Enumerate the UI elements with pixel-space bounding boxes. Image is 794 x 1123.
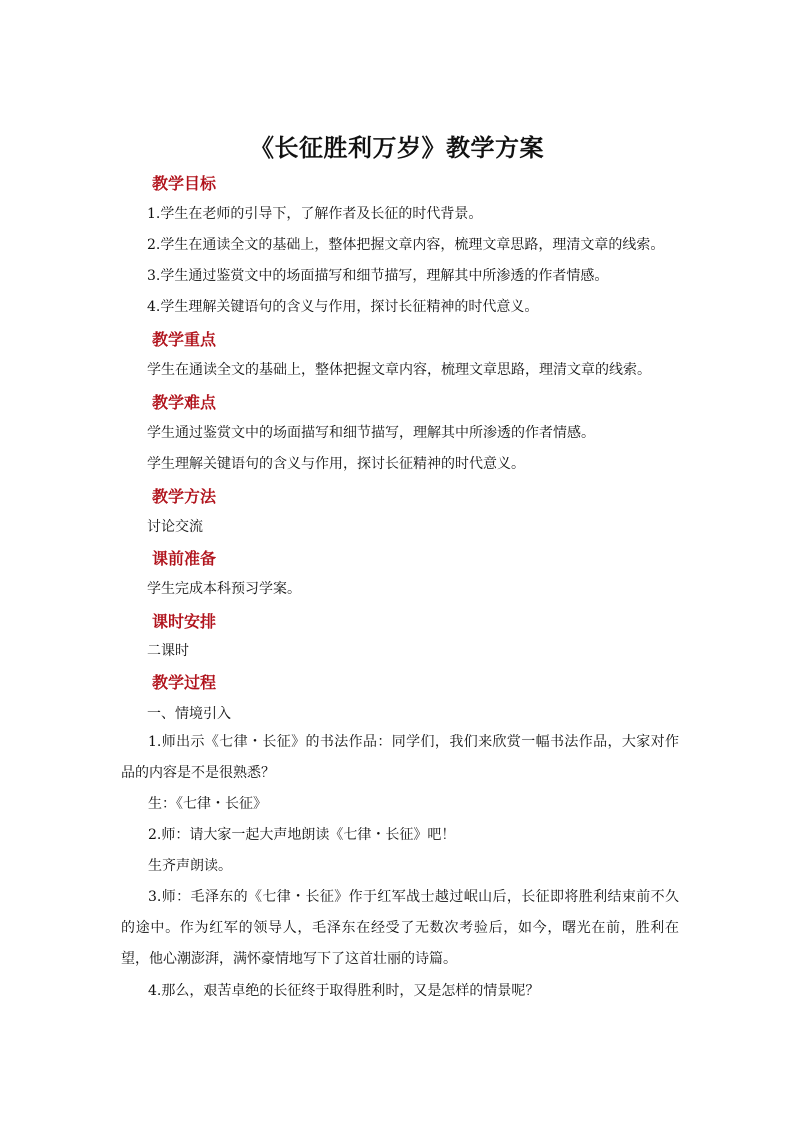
objective-item-3: 3.学生通过鉴赏文中的场面描写和细节描写，理解其中所渗透的作者情感。 [147,268,609,284]
key-point-item-1: 学生在通读全文的基础上，整体把握文章内容，梳理文章思路，理清文章的线索。 [147,362,651,378]
process-paragraph-2: 生：《七律・长征》 [148,796,267,812]
objective-item-2: 2.学生在通读全文的基础上，整体把握文章内容，梳理文章思路，理清文章的线索。 [147,237,665,253]
heading-schedule: 课时安排 [152,612,217,631]
process-subheading: 一、情境引入 [147,706,231,722]
heading-process: 教学过程 [152,673,217,692]
process-paragraph-1: 1.师出示《七律・长征》的书法作品：同学们，我们来欣赏一幅书法作品，大家对作品的内容是不是很熟悉？ [121,734,679,781]
schedule-text: 二课时 [147,643,189,659]
difficulty-item-2: 学生理解关键语句的含义与作用，探讨长征精神的时代意义。 [147,456,525,472]
preparation-text: 学生完成本科预习学案。 [147,581,301,597]
objective-item-4: 4.学生理解关键语句的含义与作用，探讨长征精神的时代意义。 [147,299,539,315]
process-paragraph-6: 4.那么，艰苦卓绝的长征终于取得胜利时，又是怎样的情景呢？ [148,983,540,999]
process-paragraph-5: 3.师：毛泽东的《七律・长征》作于红军战士越过岷山后，长征即将胜利结束前不久的途中。作为红军的领导人，毛泽东在经受了无数次考验后，如今，曙光在前，胜利在望，他心潮澎湃，满怀豪情地写下了这首壮丽的诗篇。 [121,889,679,967]
objective-item-1: 1.学生在老师的引导下，了解作者及长征的时代背景。 [147,206,483,222]
heading-methods: 教学方法 [152,487,217,506]
heading-preparation: 课前准备 [152,549,217,568]
process-paragraph-4: 生齐声朗读。 [148,858,232,874]
methods-text: 讨论交流 [147,519,203,535]
heading-key-points: 教学重点 [152,330,217,349]
heading-objectives: 教学目标 [152,174,217,193]
process-paragraph-3: 2.师：请大家一起大声地朗读《七律・长征》吧！ [148,827,456,843]
difficulty-item-1: 学生通过鉴赏文中的场面描写和细节描写，理解其中所渗透的作者情感。 [147,425,595,441]
heading-difficulties: 教学难点 [152,393,217,412]
document-title: 《长征胜利万岁》教学方案 [250,133,544,162]
